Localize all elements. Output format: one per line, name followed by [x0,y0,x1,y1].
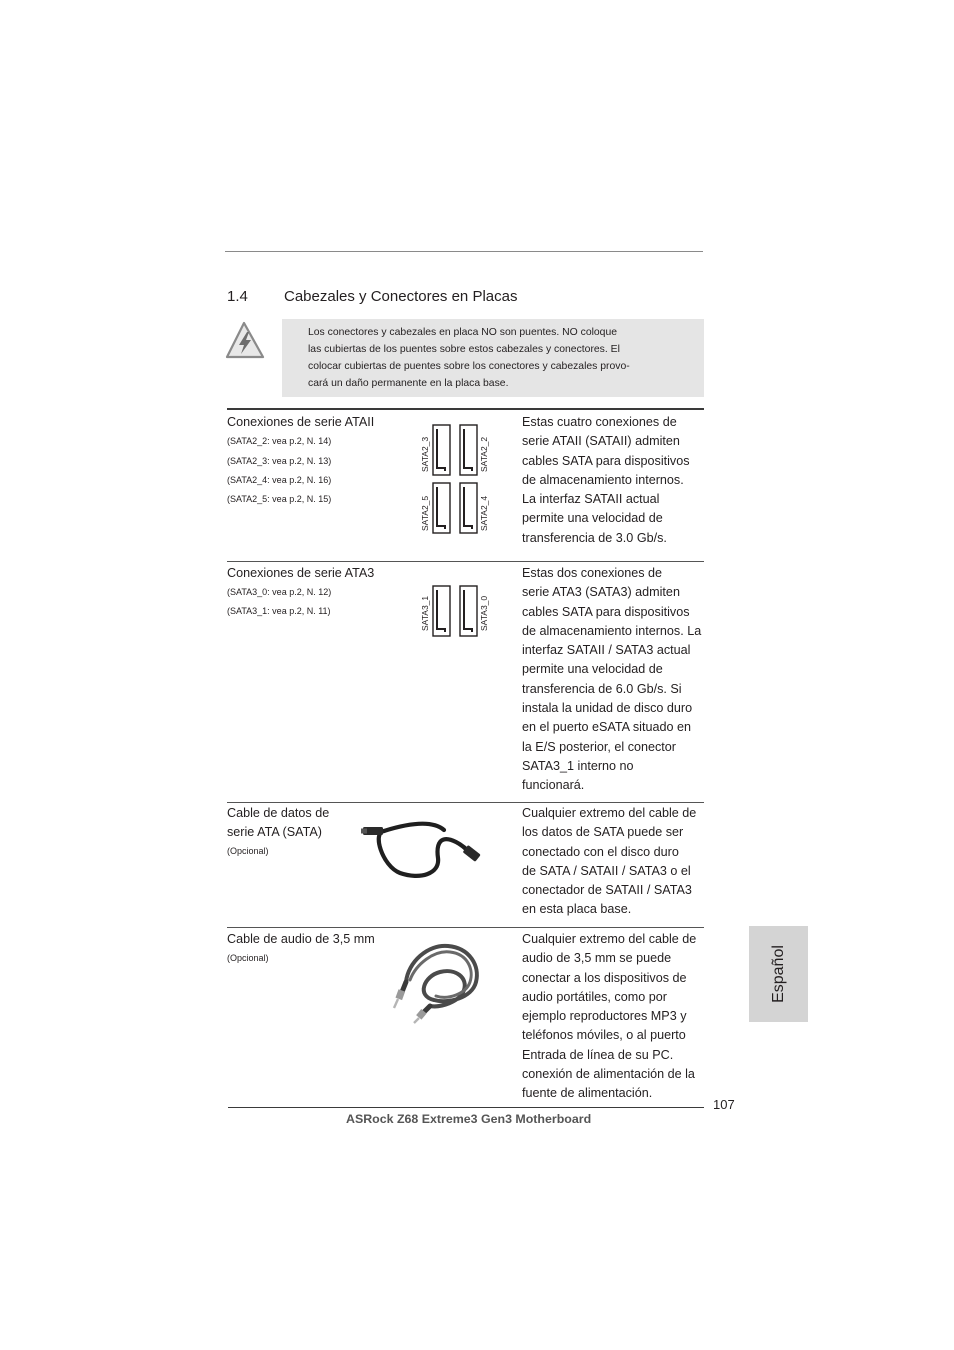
desc-line: Estas dos conexiones de [522,566,663,580]
desc-line: de almacenamiento internos. [522,472,684,487]
language-tab [749,926,808,1022]
row-ref: (SATA3_0: vea p.2, N. 12) [227,587,332,597]
row-divider [227,802,704,803]
connector-label: SATA3_1 [420,595,430,631]
desc-line: audio portátiles, como por [522,989,667,1004]
desc-line: La interfaz SATAII actual [522,492,660,507]
section-title: Cabezales y Conectores en Placas [284,288,518,305]
desc-line: en el puerto eSATA situado en [522,720,691,735]
row-label: serie ATA (SATA) [227,825,322,839]
desc-line: conectado con el disco duro [522,844,679,859]
note-line: las cubiertas de los puentes sobre estos cabezales y conectores. El [308,344,620,355]
audio-cable-image [388,942,484,1024]
section-number: 1.4 [227,288,248,305]
desc-line: serie ATAII (SATAII) admiten [522,434,680,449]
connector-label: SATA3_0 [479,595,489,631]
desc-line: conectador de SATAII / SATA3 [522,883,692,898]
row-ref: (SATA3_1: vea p.2, N. 11) [227,606,331,616]
sata-connector-icon [433,586,477,636]
note-text [308,324,660,392]
desc-line: los datos de SATA puede ser [522,825,684,840]
desc-line: permite una velocidad de [522,662,663,677]
warning-lightning-icon [225,320,267,360]
desc-line: audio de 3,5 mm se puede [522,951,672,966]
desc-line: permite una velocidad de [522,511,663,526]
row-description [522,804,712,920]
row-description [522,564,712,796]
desc-line: conectar a los dispositivos de [522,970,687,985]
row-divider [227,408,704,410]
row-label: Cable de audio de 3,5 mm [227,932,375,946]
note-line: cará un daño permanente en la placa base. [308,378,509,389]
row-label: Conexiones de serie ATA3 [227,566,375,580]
sata-connector-icon [433,425,477,533]
row-ref: (SATA2_5: vea p.2, N. 15) [227,494,332,504]
connector-label: SATA2_4 [479,495,489,531]
row-divider [227,927,704,928]
row-ref: (SATA2_3: vea p.2, N. 13) [227,456,332,466]
desc-line: SATA3_1 interno no [522,758,634,773]
connector-label: SATA2_3 [420,436,430,472]
desc-line: Entrada de línea de su PC. [522,1047,674,1062]
desc-line: instala la unidad de disco duro [522,701,693,716]
desc-line: en esta placa base. [522,902,632,917]
row-sub: (Opcional) [227,846,269,856]
desc-line: Cualquier extremo del cable de [522,806,697,820]
row-ref: (SATA2_4: vea p.2, N. 16) [227,475,332,485]
row-ref: (SATA2_2: vea p.2, N. 14) [227,436,332,446]
page-number: 107 [713,1097,735,1112]
language-tab-label: Español [770,945,787,1003]
note-line: Los conectores y cabezales en placa NO son puentes. NO coloque [308,327,618,338]
desc-line: la E/S posterior, el conector [522,739,677,754]
desc-line: transferencia de 6.0 Gb/s. Si [522,681,682,696]
desc-line: interfaz SATAII / SATA3 actual [522,643,691,658]
row-label: Conexiones de serie ATAII [227,415,375,429]
sataii-connectors-diagram [432,424,478,534]
bottom-rule [228,1107,704,1108]
desc-line: teléfonos móviles, o al puerto [522,1028,686,1043]
row-sub: (Opcional) [227,953,269,963]
connector-label: SATA2_5 [420,495,430,531]
row-divider [227,561,704,562]
row-label: Cable de datos de [227,806,330,820]
desc-line: fuente de alimentación. [522,1086,653,1101]
desc-line: funcionará. [522,778,585,793]
sata3-connectors-diagram [432,585,478,637]
desc-line: serie ATA3 (SATA3) admiten [522,585,680,600]
row-description [522,930,712,1104]
desc-line: de SATA / SATAII / SATA3 o el [522,863,691,878]
desc-line: cables SATA para dispositivos [522,604,690,619]
desc-line: ejemplo reproductores MP3 y [522,1009,687,1024]
desc-line: de almacenamiento internos. La [522,623,702,638]
note-line: colocar cubiertas de puentes sobre los conectores y cabezales provo- [308,361,630,372]
sata-cable-image [360,818,485,880]
footer-product-name: ASRock Z68 Extreme3 Gen3 Motherboard [346,1112,592,1126]
connector-label: SATA2_2 [479,436,489,472]
desc-line: cables SATA para dispositivos [522,453,690,468]
row-description [522,413,712,548]
desc-line: transferencia de 3.0 Gb/s. [522,530,667,545]
desc-line: Cualquier extremo del cable de [522,932,697,946]
top-rule [225,251,703,252]
desc-line: conexión de alimentación de la [522,1067,695,1082]
desc-line: Estas cuatro conexiones de [522,415,677,429]
